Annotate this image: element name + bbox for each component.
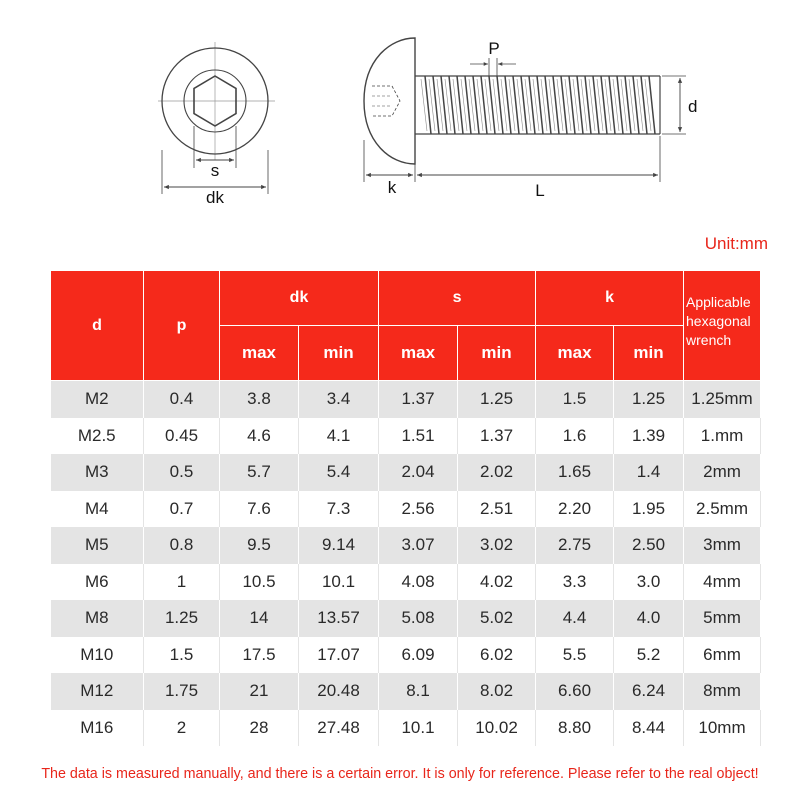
cell-dk-max: 10.5 <box>220 564 299 601</box>
cell-s-min: 2.51 <box>458 491 536 528</box>
cell-dk-min: 7.3 <box>299 491 379 528</box>
cell-s-min: 10.02 <box>458 710 536 747</box>
cell-d: M16 <box>51 710 144 747</box>
header-wrench <box>684 271 761 381</box>
header-wrench-line-3: wrench <box>686 332 732 348</box>
cell-d: M8 <box>51 600 144 637</box>
table-row <box>51 710 761 747</box>
header-p: p <box>144 271 220 381</box>
cell-s-min: 8.02 <box>458 673 536 710</box>
cell-s-min: 2.02 <box>458 454 536 491</box>
cell-k-max: 1.6 <box>536 418 614 455</box>
cell-wrench: 1.25mm <box>684 381 761 418</box>
header-wrench-line-2: hexagonal <box>686 313 751 329</box>
s-dimension-label: s <box>210 161 220 180</box>
header-k-max: max <box>536 326 614 381</box>
cell-s-max: 2.56 <box>379 491 458 528</box>
cell-p: 0.7 <box>144 491 220 528</box>
table-row <box>51 673 761 710</box>
cell-dk-min: 13.57 <box>299 600 379 637</box>
cell-d: M12 <box>51 673 144 710</box>
cell-k-min: 1.4 <box>614 454 684 491</box>
cell-k-max: 1.5 <box>536 381 614 418</box>
cell-s-min: 1.37 <box>458 418 536 455</box>
cell-p: 0.5 <box>144 454 220 491</box>
cell-p: 0.45 <box>144 418 220 455</box>
cell-dk-min: 3.4 <box>299 381 379 418</box>
cell-dk-max: 5.7 <box>220 454 299 491</box>
cell-k-max: 8.80 <box>536 710 614 747</box>
cell-p: 1 <box>144 564 220 601</box>
cell-s-max: 1.37 <box>379 381 458 418</box>
cell-d: M2 <box>51 381 144 418</box>
cell-dk-max: 14 <box>220 600 299 637</box>
cell-d: M6 <box>51 564 144 601</box>
table-row <box>51 381 761 418</box>
header-k: k <box>536 271 684 326</box>
cell-s-min: 1.25 <box>458 381 536 418</box>
cell-wrench: 8mm <box>684 673 761 710</box>
cell-k-min: 2.50 <box>614 527 684 564</box>
cell-d: M2.5 <box>51 418 144 455</box>
cell-p: 2 <box>144 710 220 747</box>
cell-k-min: 6.24 <box>614 673 684 710</box>
cell-wrench: 3mm <box>684 527 761 564</box>
cell-k-min: 3.0 <box>614 564 684 601</box>
cell-wrench: 6mm <box>684 637 761 674</box>
cell-k-min: 8.44 <box>614 710 684 747</box>
cell-dk-max: 3.8 <box>220 381 299 418</box>
dk-dimension-label: dk <box>206 188 224 207</box>
cell-wrench: 2mm <box>684 454 761 491</box>
cell-wrench: 10mm <box>684 710 761 747</box>
cell-p: 0.4 <box>144 381 220 418</box>
cell-dk-max: 9.5 <box>220 527 299 564</box>
cell-dk-max: 28 <box>220 710 299 747</box>
header-s-min: min <box>458 326 536 381</box>
cell-dk-max: 7.6 <box>220 491 299 528</box>
table-row <box>51 527 761 564</box>
cell-dk-min: 27.48 <box>299 710 379 747</box>
cell-wrench: 5mm <box>684 600 761 637</box>
cell-k-max: 4.4 <box>536 600 614 637</box>
cell-d: M4 <box>51 491 144 528</box>
cell-wrench: 2.5mm <box>684 491 761 528</box>
cell-dk-min: 17.07 <box>299 637 379 674</box>
cell-p: 0.8 <box>144 527 220 564</box>
cell-d: M5 <box>51 527 144 564</box>
table-row <box>51 454 761 491</box>
table-row <box>51 600 761 637</box>
cell-dk-min: 10.1 <box>299 564 379 601</box>
cell-k-max: 2.20 <box>536 491 614 528</box>
header-d: d <box>51 271 144 381</box>
cell-s-max: 1.51 <box>379 418 458 455</box>
p-dimension-label: P <box>488 39 500 58</box>
cell-k-max: 3.3 <box>536 564 614 601</box>
cell-p: 1.5 <box>144 637 220 674</box>
header-dk-max: max <box>220 326 299 381</box>
cell-k-max: 1.65 <box>536 454 614 491</box>
cell-k-min: 1.95 <box>614 491 684 528</box>
table-row <box>51 491 761 528</box>
cell-dk-max: 17.5 <box>220 637 299 674</box>
cell-dk-min: 4.1 <box>299 418 379 455</box>
table-row <box>51 637 761 674</box>
cell-s-max: 2.04 <box>379 454 458 491</box>
cell-k-max: 5.5 <box>536 637 614 674</box>
cell-s-max: 8.1 <box>379 673 458 710</box>
header-s: s <box>379 271 536 326</box>
cell-s-max: 5.08 <box>379 600 458 637</box>
cell-s-max: 6.09 <box>379 637 458 674</box>
table-row <box>51 418 761 455</box>
cell-k-max: 6.60 <box>536 673 614 710</box>
disclaimer-note: The data is measured manually, and there is a certain error. It is only for reference. Please refer to the real object! <box>41 766 759 782</box>
cell-s-max: 10.1 <box>379 710 458 747</box>
cell-dk-max: 4.6 <box>220 418 299 455</box>
l-dimension-label: L <box>535 181 545 200</box>
cell-p: 1.75 <box>144 673 220 710</box>
header-dk: dk <box>220 271 379 326</box>
table-row <box>51 564 761 601</box>
cell-s-min: 4.02 <box>458 564 536 601</box>
cell-k-min: 1.39 <box>614 418 684 455</box>
cell-s-min: 5.02 <box>458 600 536 637</box>
cell-wrench: 4mm <box>684 564 761 601</box>
screw-technical-drawing <box>0 0 800 230</box>
header-dk-min: min <box>299 326 379 381</box>
cell-k-min: 1.25 <box>614 381 684 418</box>
cell-dk-max: 21 <box>220 673 299 710</box>
cell-dk-min: 5.4 <box>299 454 379 491</box>
cell-k-min: 4.0 <box>614 600 684 637</box>
header-wrench-line-1: Applicable <box>686 294 751 310</box>
cell-s-min: 3.02 <box>458 527 536 564</box>
unit-label: Unit:mm <box>704 234 768 253</box>
cell-dk-min: 9.14 <box>299 527 379 564</box>
cell-s-min: 6.02 <box>458 637 536 674</box>
d-dimension-label: d <box>688 97 698 116</box>
spec-table <box>50 270 761 746</box>
cell-k-min: 5.2 <box>614 637 684 674</box>
cell-k-max: 2.75 <box>536 527 614 564</box>
cell-d: M10 <box>51 637 144 674</box>
k-dimension-label: k <box>387 178 397 197</box>
cell-s-max: 3.07 <box>379 527 458 564</box>
screw-side-view-icon <box>364 38 686 182</box>
cell-s-max: 4.08 <box>379 564 458 601</box>
header-k-min: min <box>614 326 684 381</box>
cell-d: M3 <box>51 454 144 491</box>
cell-p: 1.25 <box>144 600 220 637</box>
cell-dk-min: 20.48 <box>299 673 379 710</box>
header-s-max: max <box>379 326 458 381</box>
cell-wrench: 1.mm <box>684 418 761 455</box>
